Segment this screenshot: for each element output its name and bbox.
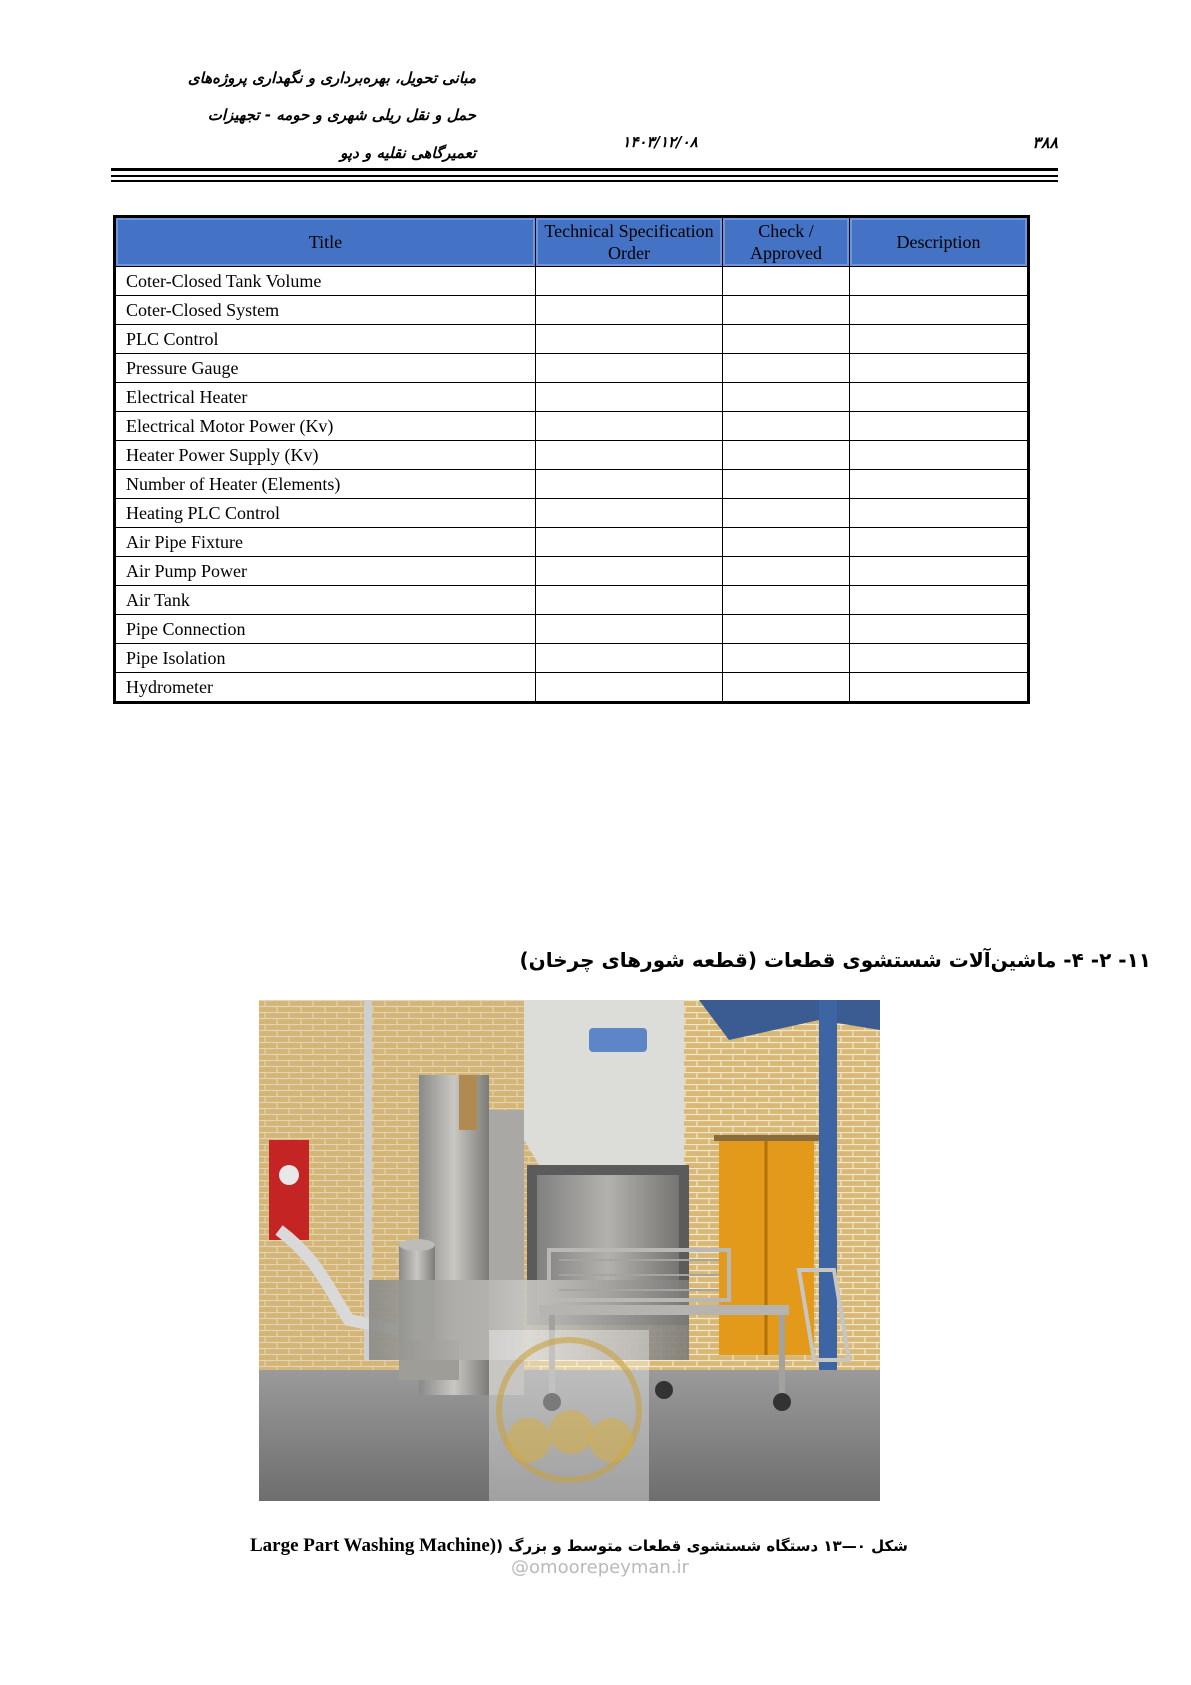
- column-header-title: Title: [115, 217, 536, 267]
- table-row: [115, 528, 1029, 557]
- row-title-cell: Air Pump Power: [115, 557, 536, 586]
- row-title-cell: Pressure Gauge: [115, 354, 536, 383]
- row-check-cell: [723, 586, 850, 615]
- row-title-cell: Heating PLC Control: [115, 499, 536, 528]
- table-row: [115, 586, 1029, 615]
- header-rule-thick: [111, 168, 1058, 171]
- row-spec-cell: [536, 557, 723, 586]
- row-title-cell: Coter-Closed Tank Volume: [115, 267, 536, 296]
- row-check-cell: [723, 528, 850, 557]
- row-title-cell: Hydrometer: [115, 673, 536, 703]
- washing-machine-photo: [259, 1000, 880, 1501]
- column-header-spec: Technical Specification Order: [536, 217, 723, 267]
- row-spec-cell: [536, 354, 723, 383]
- row-check-cell: [723, 499, 850, 528]
- table-row: [115, 441, 1029, 470]
- figure-caption-english: Large Part Washing Machine): [250, 1535, 497, 1556]
- page-number: ۳۸۸: [1032, 133, 1058, 152]
- header-date: ۱۴۰۳/۱۲/۰۸: [622, 133, 698, 151]
- row-description-cell: [850, 615, 1029, 644]
- table-header-row: [115, 217, 1029, 267]
- row-description-cell: [850, 673, 1029, 703]
- table-row: [115, 267, 1029, 296]
- row-description-cell: [850, 412, 1029, 441]
- row-title-cell: Heater Power Supply (Kv): [115, 441, 536, 470]
- row-description-cell: [850, 267, 1029, 296]
- section-heading: ۱۱- ۲- ۴- ماشین‌آلات شستشوی قطعات (قطعه شورهای چرخان): [519, 948, 1151, 972]
- table-row: [115, 296, 1029, 325]
- row-description-cell: [850, 383, 1029, 412]
- row-check-cell: [723, 441, 850, 470]
- row-spec-cell: [536, 267, 723, 296]
- column-header-check: Check / Approved: [723, 217, 850, 267]
- row-spec-cell: [536, 383, 723, 412]
- header-title-line-3: تعمیرگاهی نقلیه و دپو: [340, 144, 476, 162]
- row-spec-cell: [536, 586, 723, 615]
- row-title-cell: PLC Control: [115, 325, 536, 354]
- table-row: [115, 383, 1029, 412]
- table-row: [115, 557, 1029, 586]
- row-spec-cell: [536, 412, 723, 441]
- header-title-line-2: حمل و نقل ریلی شهری و حومه - تجهیزات: [207, 106, 476, 124]
- row-description-cell: [850, 325, 1029, 354]
- row-spec-cell: [536, 673, 723, 703]
- row-title-cell: Coter-Closed System: [115, 296, 536, 325]
- row-title-cell: Number of Heater (Elements): [115, 470, 536, 499]
- specification-table: [113, 215, 1030, 704]
- row-title-cell: Electrical Heater: [115, 383, 536, 412]
- column-header-description: Description: [850, 217, 1029, 267]
- row-check-cell: [723, 644, 850, 673]
- table-row: [115, 673, 1029, 703]
- row-check-cell: [723, 383, 850, 412]
- row-title-cell: Pipe Isolation: [115, 644, 536, 673]
- row-check-cell: [723, 412, 850, 441]
- row-title-cell: Air Tank: [115, 586, 536, 615]
- table-row: [115, 412, 1029, 441]
- header-title-line-1: مبانی تحویل، بهره‌برداری و نگهداری پروژه‌های: [187, 69, 476, 87]
- row-description-cell: [850, 441, 1029, 470]
- row-check-cell: [723, 470, 850, 499]
- row-check-cell: [723, 267, 850, 296]
- row-check-cell: [723, 325, 850, 354]
- row-spec-cell: [536, 644, 723, 673]
- header-rule-thin-2: [111, 180, 1058, 182]
- header-rule-thin: [111, 175, 1058, 177]
- row-title-cell: Pipe Connection: [115, 615, 536, 644]
- table-row: [115, 615, 1029, 644]
- row-check-cell: [723, 557, 850, 586]
- row-check-cell: [723, 673, 850, 703]
- figure-caption: [250, 1535, 908, 1557]
- row-check-cell: [723, 354, 850, 383]
- row-title-cell: Air Pipe Fixture: [115, 528, 536, 557]
- watermark-text: @omoorepeyman.ir: [511, 1557, 689, 1578]
- row-spec-cell: [536, 470, 723, 499]
- row-spec-cell: [536, 615, 723, 644]
- row-check-cell: [723, 296, 850, 325]
- row-description-cell: [850, 470, 1029, 499]
- table-row: [115, 354, 1029, 383]
- table-body: [115, 267, 1029, 703]
- row-description-cell: [850, 296, 1029, 325]
- table-row: [115, 644, 1029, 673]
- row-description-cell: [850, 528, 1029, 557]
- row-title-cell: Electrical Motor Power (Kv): [115, 412, 536, 441]
- row-description-cell: [850, 586, 1029, 615]
- row-description-cell: [850, 557, 1029, 586]
- table-row: [115, 499, 1029, 528]
- table-row: [115, 470, 1029, 499]
- row-spec-cell: [536, 296, 723, 325]
- figure-caption-persian: شکل ۰—۱۳ دستگاه شستشوی قطعات متوسط و بزرگ (: [496, 1537, 908, 1555]
- row-description-cell: [850, 499, 1029, 528]
- row-description-cell: [850, 354, 1029, 383]
- row-spec-cell: [536, 325, 723, 354]
- row-description-cell: [850, 644, 1029, 673]
- row-spec-cell: [536, 528, 723, 557]
- row-spec-cell: [536, 441, 723, 470]
- row-check-cell: [723, 615, 850, 644]
- row-spec-cell: [536, 499, 723, 528]
- table-row: [115, 325, 1029, 354]
